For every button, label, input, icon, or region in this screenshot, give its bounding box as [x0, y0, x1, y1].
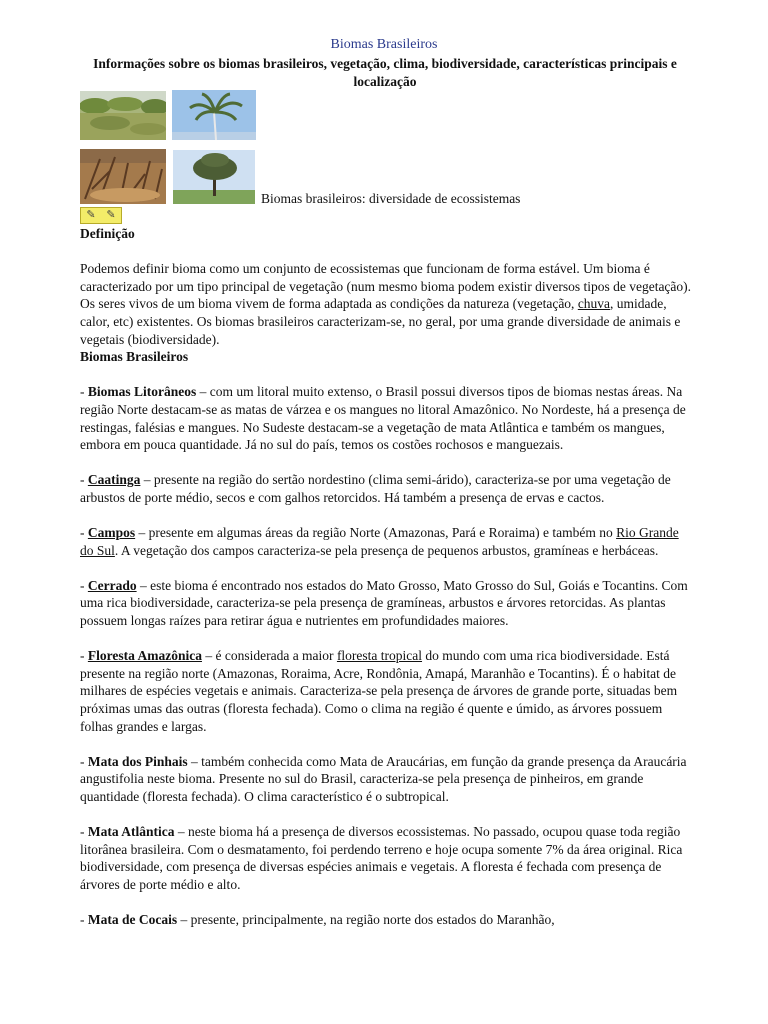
cerrado-photo — [80, 91, 166, 140]
edit-toolbar — [80, 207, 122, 224]
link-floresta-tropical[interactable]: floresta tropical — [336, 648, 423, 664]
link-campos[interactable]: Campos — [87, 525, 136, 541]
image-caption: Biomas brasileiros: diversidade de ecossistemas — [261, 191, 521, 206]
definition-paragraph: Podemos definir bioma como um conjunto de ecossistemas que funcionam de forma estável. Um bioma é caracterizado por um tipo principal de vegetação (num mesmo bioma podem existir diversos tipos de vegetação). Os seres vivos de um bioma vivem de forma adaptada as condições da natureza (vegetação, chuva, umidade, calor, etc) existentes. Os biomas brasileiros caracterizam-se, no geral, por uma grande diversidade de animais e vegetais (biodiversidade). — [80, 261, 692, 347]
biome-pinhais: - Mata dos Pinhais – também conhecida como Mata de Araucárias, em função da grande presença da Araucária angustifolia neste bioma. Presente no sul do Brasil, caracteriza-se pela presença de pinheiros, em grande quantidade (floresta fechada). O clima característico é o subtropical. — [80, 753, 687, 804]
definition-heading: Definição — [80, 226, 135, 241]
pencil-icon[interactable]: ✎ — [86, 209, 96, 221]
biome-atlantica: - Mata Atlântica – neste bioma há a presença de diversos ecossistemas. No passado, ocupou quase toda região litorânea brasileira. Com o desmatamento, foi perdendo terreno e hoje ocupa somente 7% da área original. Rica biodiversidade, com presença de diversas espécies animais e vegetais. A floresta é fechada com presença de árvores de porte médio e alto. — [80, 824, 683, 892]
caatinga-photo — [80, 149, 166, 204]
palm-tree-photo — [172, 90, 256, 140]
page-title: Biomas Brasileiros — [330, 37, 438, 52]
biome-cocais: - Mata de Cocais – presente, principalmente, na região norte dos estados do Maranhão, — [80, 912, 555, 928]
section-heading: Biomas Brasileiros — [80, 349, 189, 365]
link-rio-grande-do-sul[interactable]: Rio Grande do Sul — [80, 525, 679, 558]
biome-cerrado: - Cerrado – este bioma é encontrado nos estados do Mato Grosso, Mato Grosso do Sul, Goiás e Tocantins. Com uma rica biodiversidade, caracteriza-se pela presença de gramíneas, arbustos e árvores retorcidas. As plantas possuem longas raízes para retirar água e nutrientes em profundidades maiores. — [80, 577, 688, 629]
link-caatinga[interactable]: Caatinga — [87, 472, 141, 488]
biome-caatinga: - Caatinga – presente na região do sertão nordestino (clima semi-árido), caracteriza-se por uma vegetação de arbustos de porte médio, secos e com galhos retorcidos. Há também a presença de ervas e cactos. — [80, 472, 671, 505]
pencil-icon[interactable]: ✎ — [106, 209, 116, 221]
article-body — [80, 225, 692, 929]
page-subtitle: Informações sobre os biomas brasileiros, vegetação, clima, biodiversidade, características principais e localização — [93, 56, 677, 89]
link-cerrado[interactable]: Cerrado — [87, 577, 137, 593]
biome-amazonica: - Floresta Amazônica – é considerada a maior floresta tropical do mundo com uma rica biodiversidade. Está presente na região norte (Amazonas, Roraima, Acre, Rondônia, Amapá, Maranhão e Tocantins). É o habitat de milhares de espécies vegetais e animais. Caracteriza-se pela presença de árvores de grande porte, situadas bem próximas umas das outras (floresta fechada). Como o clima na região é quente e úmido, as árvores possuem folhas grandes e largas. — [80, 648, 678, 734]
araucaria-tree-photo — [173, 150, 255, 204]
biome-litoraneos: - Biomas Litorâneos – com um litoral muito extenso, o Brasil possui diversos tipos de biomas nestas áreas. Na região Norte destacam-se as matas de várzea e os mangues no litoral Amazônico. No Nordeste, há a presença de restingas, falésias e mangues. No Sudeste destacam-se a vegetação de mata Atlântica e também os mangues, embora em pouca quantidade. Já no sul do país, temos os costões rochosos e manguezais. — [80, 384, 686, 453]
link-chuva[interactable]: chuva — [577, 296, 611, 312]
biome-campos: - Campos – presente em algumas áreas da região Norte (Amazonas, Pará e Roraima) e também no Rio Grande do Sul. A vegetação dos campos caracteriza-se pela presença de pequenos arbustos, gramíneas e herbáceas. — [80, 525, 679, 558]
link-floresta-amazonica[interactable]: Floresta Amazônica — [87, 648, 202, 664]
